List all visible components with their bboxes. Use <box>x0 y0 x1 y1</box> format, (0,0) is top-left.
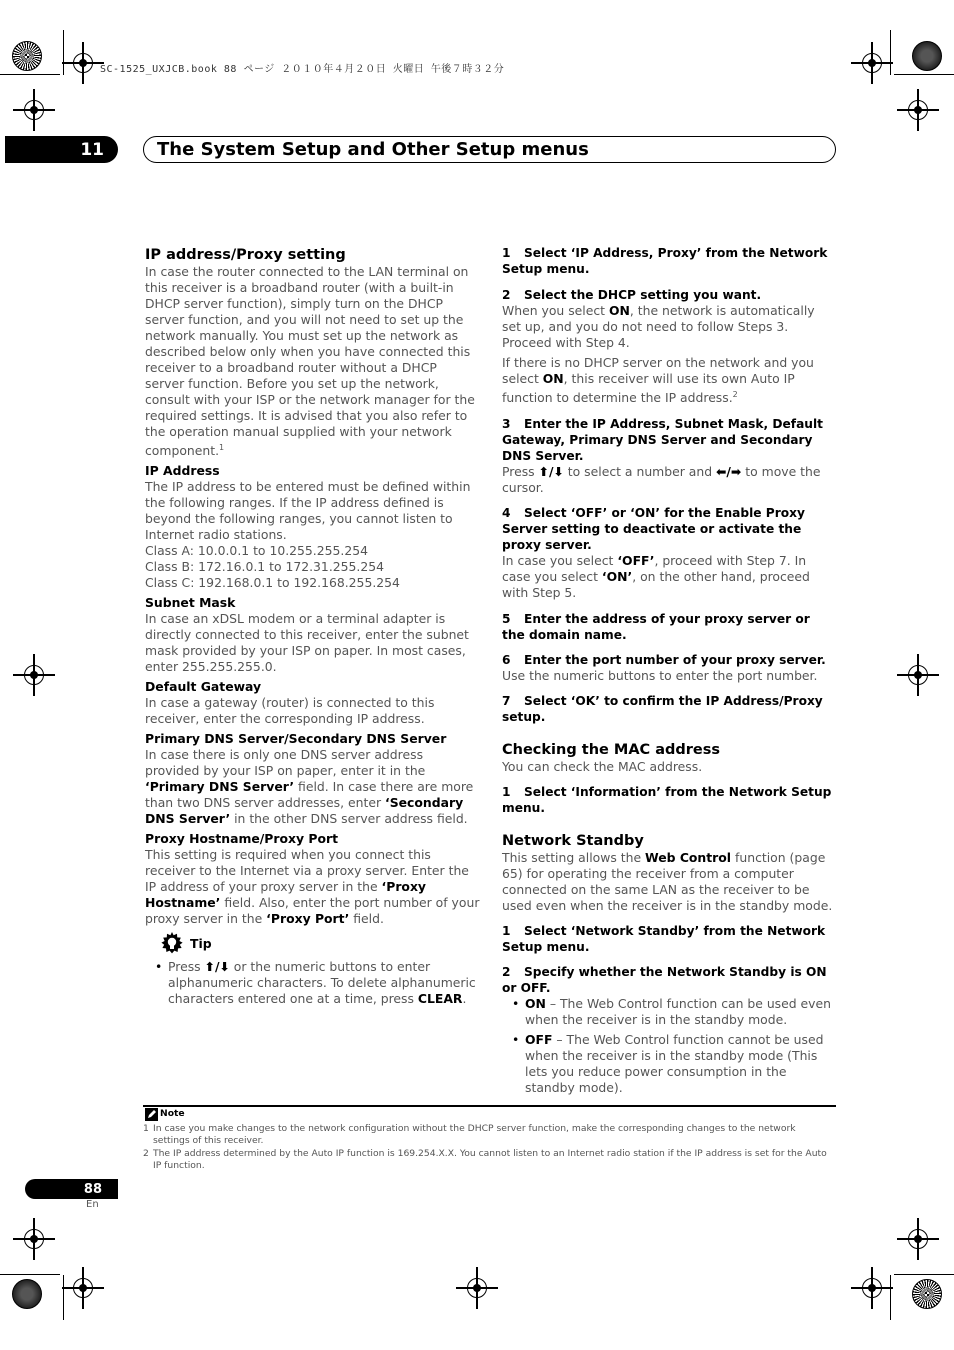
standby-off-text <box>525 1032 836 1096</box>
mac-text: You can check the MAC address. <box>502 759 703 775</box>
step-2-text-1 <box>502 303 836 351</box>
proxy-text-2: field. Also, enter the port number of your proxy server in the <box>145 895 480 927</box>
right-column <box>502 245 836 1096</box>
tip-text <box>168 959 480 1007</box>
standby-on-text <box>525 996 836 1028</box>
text: This setting allows the <box>502 850 646 866</box>
step-number: 3 <box>502 417 511 432</box>
dns-server-title: Primary DNS Server/Secondary DNS Server <box>145 731 447 747</box>
crosshair-right-bottom <box>908 1229 928 1249</box>
tip-bullet: • <box>155 959 163 974</box>
text: In case you select <box>502 553 618 569</box>
note-title: Note <box>160 1108 185 1119</box>
on-label: ON <box>542 371 564 386</box>
dns-text-2: field. In case there are more than two DNS server addresses, enter <box>145 779 474 811</box>
step-6-text: Use the numeric buttons to enter the port number. <box>502 668 818 684</box>
chapter-title <box>143 136 836 163</box>
step-text: Select ‘Information’ from the Network Setup menu. <box>502 785 832 816</box>
tip-text-3: . <box>462 991 467 1006</box>
footnote-number: 1 <box>143 1122 149 1134</box>
step-text: Select ‘OFF’ or ‘ON’ for the Enable Proxy Server setting to deactivate or activate the proxy server. <box>502 506 805 553</box>
crosshair-right-top <box>908 100 928 120</box>
left-column <box>145 246 480 927</box>
step-number: 7 <box>502 694 511 709</box>
step-4-text <box>502 553 836 601</box>
footnote-text: The IP address determined by the Auto IP function is 169.254.X.X. You cannot listen to an Internet radio station if the IP address is set for the Auto IP function. <box>153 1147 827 1171</box>
class-c-range: Class C: 192.168.0.1 to 192.168.255.254 <box>145 575 400 591</box>
text: function (page 65) for operating the receiver from a computer connected on the same LAN as the receiver to be used even when the receiver is in the standby mode. <box>502 850 833 914</box>
text: When you select <box>502 303 609 318</box>
text: , proceed with Step 7. In case you select <box>502 553 807 585</box>
section-heading-standby: Network Standby <box>502 833 644 850</box>
footnote-ref-1: 1 <box>219 443 225 452</box>
crop-mark <box>63 1275 64 1320</box>
class-a-range: Class A: 10.0.0.1 to 10.255.255.254 <box>145 543 368 559</box>
step-text: Select ‘IP Address, Proxy’ from the Network Setup menu. <box>502 246 828 276</box>
step-number: 4 <box>502 506 511 521</box>
footnote-divider <box>143 1105 836 1107</box>
step-number: 1 <box>502 246 511 260</box>
text: , on the other hand, proceed with Step 5. <box>502 569 810 601</box>
clear-button-label: CLEAR <box>417 991 463 1006</box>
registration-star-bottom-left <box>12 1279 42 1309</box>
registration-star-bottom-right <box>912 1279 942 1309</box>
language-code: En <box>86 1199 99 1210</box>
proxy-text <box>145 847 480 927</box>
tip-label: Tip <box>190 936 212 951</box>
step-number: 2 <box>502 288 511 302</box>
step-5 <box>502 611 836 643</box>
subnet-mask-text: In case an xDSL modem or a terminal adapter is directly connected to this receiver, enter the subnet mask provided by your ISP on paper. In most cases, enter 255.255.255.0. <box>145 611 469 675</box>
crop-mark <box>890 30 891 75</box>
on-label: ON <box>525 996 546 1012</box>
text: Press <box>502 464 539 480</box>
crosshair-bottom-right <box>862 1278 882 1298</box>
proxy-text-3: field. <box>349 911 384 927</box>
ip-address-text: The IP address to be entered must be defined within the following ranges. If the IP address defined is beyond the following ranges, you cannot listen to Internet radio stations. <box>145 479 471 543</box>
on-label: ‘ON’ <box>601 569 633 585</box>
step-number: 6 <box>502 653 511 668</box>
chapter-title-text: The System Setup and Other Setup menus <box>157 139 589 160</box>
subnet-mask-title: Subnet Mask <box>145 595 236 611</box>
footnote-2 <box>143 1148 835 1173</box>
bullet: • <box>512 1032 520 1048</box>
crop-mark <box>63 30 64 75</box>
up-down-arrows-icon: ⬆/⬇ <box>538 464 564 480</box>
dns-server-text <box>145 747 480 827</box>
step-number: 1 <box>502 924 511 939</box>
step-text: Enter the address of your proxy server or the domain name. <box>502 612 810 643</box>
section-heading-ip-proxy: IP address/Proxy setting <box>145 247 346 263</box>
step-number: 1 <box>502 785 511 800</box>
step-2-text-2 <box>502 355 836 406</box>
tip-content <box>145 959 480 1007</box>
off-label: ‘OFF’ <box>617 553 655 569</box>
class-b-range: Class B: 172.16.0.1 to 172.31.255.254 <box>145 559 384 575</box>
crosshair-left-mid <box>24 665 44 685</box>
step-3 <box>502 416 836 464</box>
mac-step-1 <box>502 784 836 816</box>
proxy-port-label: ‘Proxy Port’ <box>266 911 350 927</box>
standby-text <box>502 850 836 914</box>
step-number: 5 <box>502 612 511 627</box>
section-heading-mac: Checking the MAC address <box>502 742 721 759</box>
crosshair-left-bottom <box>24 1229 44 1249</box>
crosshair-top <box>73 53 93 73</box>
text: If there is no DHCP server on the network and you select <box>502 355 814 386</box>
dns-text-1: In case there is only one DNS server address provided by your ISP on paper, enter it in the <box>145 747 426 779</box>
step-text: Enter the IP Address, Subnet Mask, Default Gateway, Primary DNS Server and Secondary DNS Server. <box>502 417 823 464</box>
step-text: Select ‘OK’ to confirm the IP Address/Proxy setup. <box>502 694 823 725</box>
crosshair-left-top <box>24 100 44 120</box>
registration-star-top-right <box>912 41 942 71</box>
standby-on-item <box>502 996 836 1028</box>
tip-bullet-item <box>145 959 480 1007</box>
default-gateway-text: In case a gateway (router) is connected to this receiver, enter the corresponding IP address. <box>145 695 435 727</box>
default-gateway-title: Default Gateway <box>145 679 262 695</box>
left-right-arrows-icon: ⬅/➡ <box>716 464 742 480</box>
standby-step-1 <box>502 923 836 955</box>
footnote-ref-2: 2 <box>732 390 738 399</box>
crosshair-right-mid <box>908 665 928 685</box>
step-text: Select ‘Network Standby’ from the Network Setup menu. <box>502 924 826 955</box>
proxy-text-1: This setting is required when you connect this receiver to the Internet via a proxy server. Enter the IP address of your proxy server in the <box>145 847 469 895</box>
dns-text-3: in the other DNS server address field. <box>230 811 468 827</box>
step-number: 2 <box>502 965 511 980</box>
crop-mark <box>894 1274 954 1275</box>
lightbulb-icon <box>161 932 183 954</box>
print-header: SC-1525_UXJCB.book 88 ページ ２０１０年４月２０日 火曜日 午後７時３２分 <box>100 64 505 75</box>
tip-text-2: or the numeric buttons to enter alphanumeric characters. To delete alphanumeric characters entered one at a time, press <box>168 959 476 1006</box>
up-down-arrows-icon: ⬆/⬇ <box>204 959 230 974</box>
bullet: • <box>512 996 520 1012</box>
text: , the network is automatically set up, and you do not need to follow Steps 3. Proceed with Step 4. <box>502 303 815 350</box>
step-text: Select the DHCP setting you want. <box>524 288 762 302</box>
intro-paragraph <box>145 264 480 459</box>
step-3-text <box>502 464 836 496</box>
crosshair-bottom-left <box>73 1278 93 1298</box>
step-2 <box>502 287 836 303</box>
footnote-text: In case you make changes to the network configuration without the DHCP server function, make the corresponding changes to the network settings of this receiver. <box>153 1122 796 1146</box>
registration-star-top-left <box>12 41 42 71</box>
crop-mark <box>0 1274 60 1275</box>
dns-secondary-label: ‘Secondary DNS Server’ <box>145 795 464 827</box>
step-4 <box>502 505 836 553</box>
footnotes <box>143 1108 835 1173</box>
crop-mark <box>0 74 60 75</box>
web-control-label: Web Control <box>645 850 732 866</box>
crosshair-top-right <box>862 53 882 73</box>
intro-text: In case the router connected to the LAN terminal on this receiver is a broadband router (with a built-in DHCP server function), simply turn on the DHCP server function, and you will not need to set up the network manually. You must set up the network as described below only when you have connected this receiver to a broadband router without a DHCP server function. Before you set up the network, consult with your ISP or the network manager for the required settings. It is advised that you also refer to the operation manual supplied with your network component. <box>145 264 475 459</box>
step-1 <box>502 245 836 277</box>
step-7 <box>502 693 836 725</box>
text: , this receiver will use its own Auto IP function to determine the IP address. <box>502 371 795 406</box>
standby-step-2 <box>502 964 836 996</box>
dns-primary-label: ‘Primary DNS Server’ <box>145 779 295 795</box>
text: to move the cursor. <box>502 464 821 496</box>
chapter-number: 11 <box>5 136 118 163</box>
standby-off-item <box>502 1032 836 1096</box>
proxy-title: Proxy Hostname/Proxy Port <box>145 831 339 847</box>
crosshair-bottom-center <box>467 1278 487 1298</box>
step-text: Specify whether the Network Standby is ON or OFF. <box>502 965 827 996</box>
step-text: Enter the port number of your proxy server. <box>524 653 826 668</box>
crop-mark <box>890 1275 891 1320</box>
page-number: 88 <box>25 1179 118 1199</box>
footnote-number: 2 <box>143 1147 149 1159</box>
text: – The Web Control function can be used even when the receiver is in the standby mode. <box>525 996 831 1028</box>
off-label: OFF <box>525 1032 553 1048</box>
on-label: ON <box>608 303 630 318</box>
step-6 <box>502 652 836 668</box>
text: – The Web Control function cannot be used when the receiver is in the standby mode (This lets you reduce power consumption in the standby mode). <box>525 1032 824 1096</box>
ip-address-title: IP Address <box>145 463 220 479</box>
tip-text-1: Press <box>168 959 205 974</box>
proxy-hostname-label: ‘Proxy Hostname’ <box>145 879 427 911</box>
text: to select a number and <box>563 464 717 480</box>
footnote-1 <box>143 1123 835 1148</box>
crop-mark <box>894 74 954 75</box>
